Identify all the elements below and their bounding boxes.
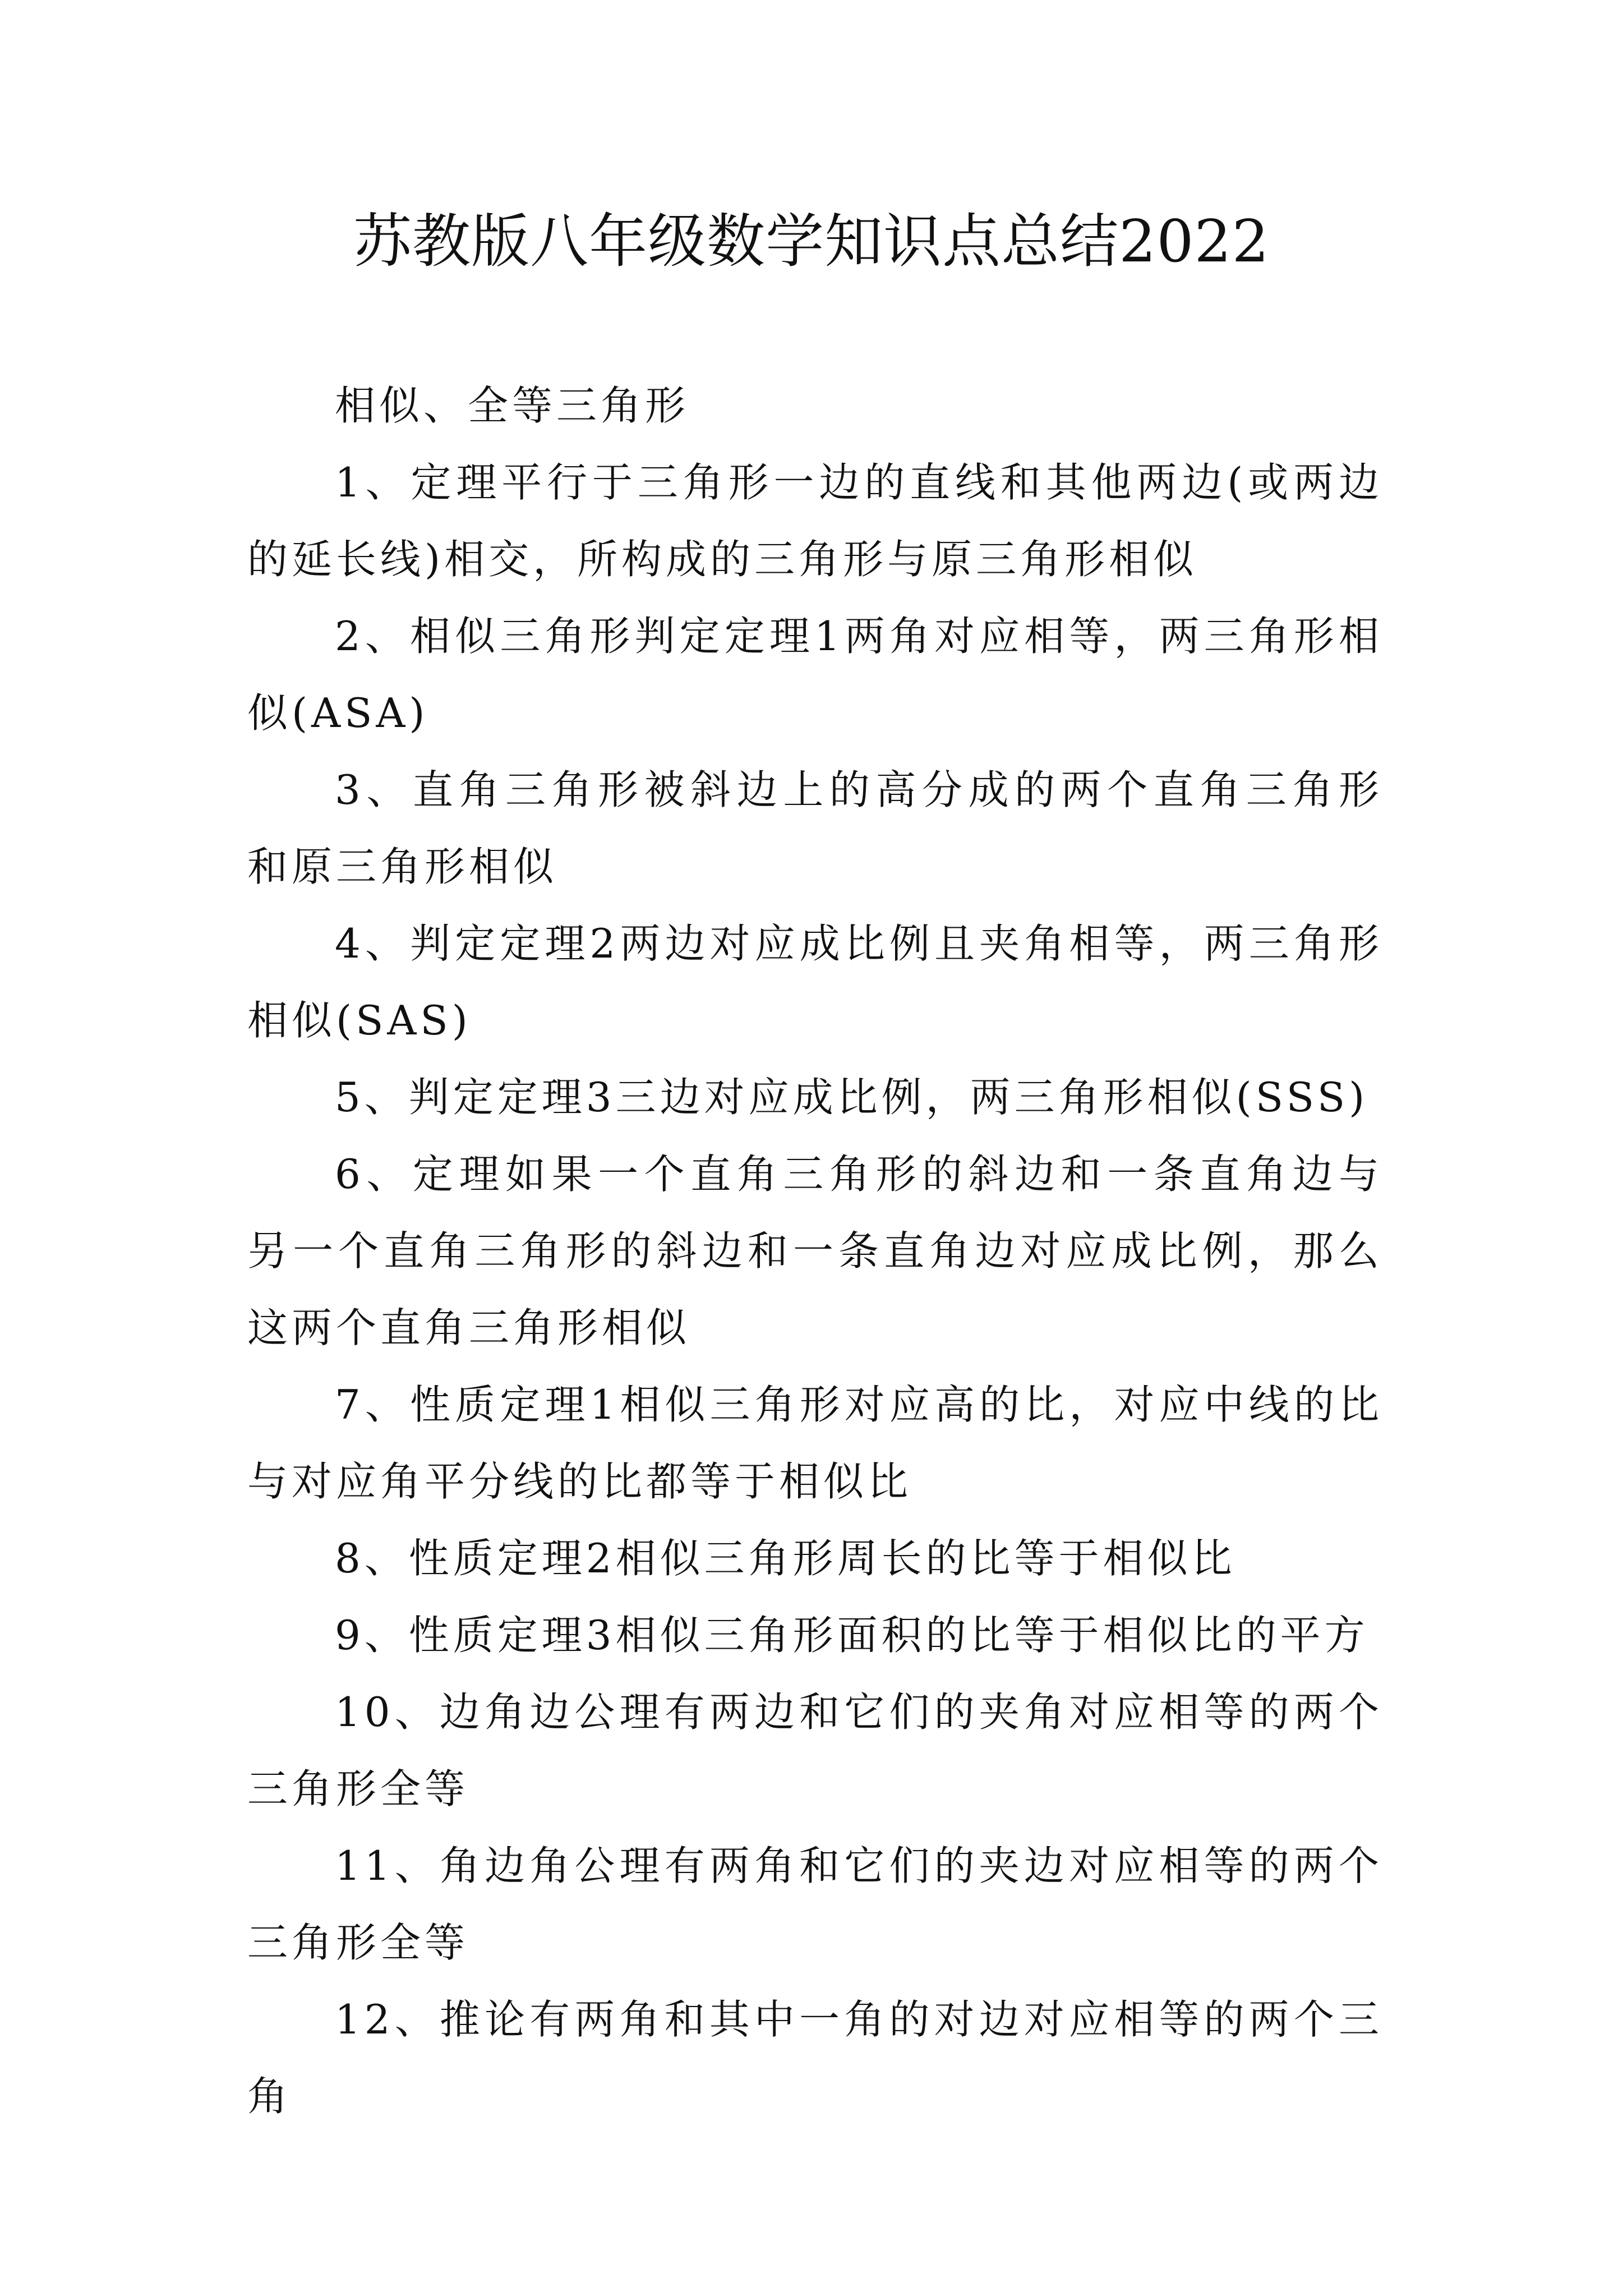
paragraph-3: 3、直角三角形被斜边上的高分成的两个直角三角形和原三角形相似 <box>247 766 1383 890</box>
paragraph-10: 10、边角边公理有两边和它们的夹角对应相等的两个三角形全等 <box>247 1688 1383 1812</box>
paragraph-7: 7、性质定理1相似三角形对应高的比，对应中线的比与对应角平分线的比都等于相似比 <box>247 1381 1383 1505</box>
paragraph-5: 5、判定定理3三边对应成比例，两三角形相似(SSS) <box>335 1074 1369 1121</box>
section-heading: 相似、全等三角形 <box>335 382 690 429</box>
paragraph-4: 4、判定定理2两边对应成比例且夹角相等，两三角形相似(SAS) <box>247 920 1383 1044</box>
paragraph-6: 6、定理如果一个直角三角形的斜边和一条直角边与另一个直角三角形的斜边和一条直角边对应成比例，那么这两个直角三角形相似 <box>247 1151 1383 1351</box>
paragraph-12: 12、推论有两角和其中一角的对边对应相等的两个三角 <box>247 1996 1383 2120</box>
paragraph-2: 2、相似三角形判定定理1两角对应相等，两三角形相似(ASA) <box>247 613 1383 737</box>
document-body <box>247 367 1383 2135</box>
paragraph-9: 9、性质定理3相似三角形面积的比等于相似比的平方 <box>335 1612 1369 1659</box>
paragraph-1: 1、定理平行于三角形一边的直线和其他两边(或两边的延长线)相交，所构成的三角形与原三角形相似 <box>247 459 1383 583</box>
paragraph-8: 8、性质定理2相似三角形周长的比等于相似比 <box>335 1535 1236 1582</box>
paragraph-11: 11、角边角公理有两角和它们的夹边对应相等的两个三角形全等 <box>247 1842 1383 1966</box>
document-title: 苏教版八年级数学知识点总结2022 <box>353 207 1270 275</box>
